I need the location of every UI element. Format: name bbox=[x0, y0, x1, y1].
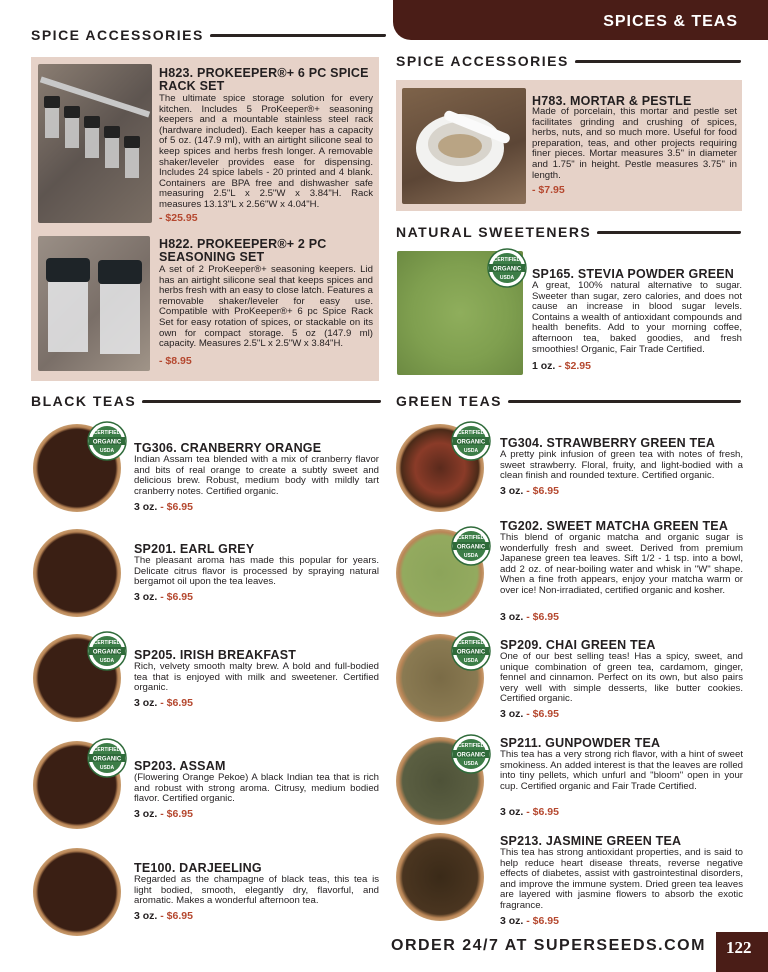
price-value: - $6.95 bbox=[526, 485, 559, 497]
section-header-spice-accessories-right bbox=[396, 53, 741, 69]
certified-organic-seal-icon bbox=[487, 248, 527, 288]
mortar-pestle-illustration bbox=[402, 88, 526, 204]
product-title-tg304: TG304. STRAWBERRY GREEN TEA bbox=[500, 436, 716, 450]
price-value: - $6.95 bbox=[160, 697, 193, 709]
seal-top-text: CERTIFIED bbox=[493, 257, 521, 263]
product-desc-te100: Regarded as the champagne of black teas, this tea is light bodied, smooth, elegantly dry, flavorful, and aromatic. Makes a wonderful afternoon tea. bbox=[134, 874, 379, 907]
seal-mid-text: ORGANIC bbox=[92, 649, 122, 656]
price-value: - $25.95 bbox=[159, 212, 198, 224]
section-header-green-teas bbox=[396, 393, 741, 409]
product-desc-h822: A set of 2 ProKeeper®+ seasoning keepers. Lid has an airtight silicone seal that keeps spices and herbs fresh with an easy to close latch. Features a removable shaker/leveler for easy use. Compatible with ProKeeper®+ 6 pc Spice Rack Set for easy rotation of spices, or stackable on its own for compact storage. 5 oz (147.9 ml) capacity. Measures 2.5"L x 2.5"W x 3.84"H. bbox=[159, 264, 373, 350]
tea-bowl-sp201 bbox=[33, 529, 121, 617]
seal-bot-text: USDA bbox=[499, 275, 515, 281]
tea-bowl-sp213 bbox=[396, 833, 484, 921]
section-divider bbox=[210, 34, 387, 37]
certified-organic-seal-icon bbox=[451, 631, 491, 671]
page-number-box bbox=[716, 932, 768, 972]
price-value: - $7.95 bbox=[532, 184, 565, 196]
size-value: 3 oz. bbox=[134, 591, 158, 603]
section-header-spice-accessories-left bbox=[31, 27, 386, 43]
size-value: 3 oz. bbox=[134, 501, 158, 513]
tea-bowl-te100 bbox=[33, 848, 121, 936]
product-desc-tg304: A pretty pink infusion of green tea with notes of fresh, sweet strawberry. Floral, fruity, and light-bodied with a clean finish and rounded texture. Certified organic. bbox=[500, 449, 743, 482]
size-value: 1 oz. bbox=[532, 360, 556, 372]
seal-top-text: CERTIFIED bbox=[93, 430, 121, 436]
price-value: - $6.95 bbox=[160, 910, 193, 922]
order-footer-text: ORDER 24/7 AT SUPERSEEDS.COM bbox=[391, 937, 706, 954]
seal-bot-text: USDA bbox=[463, 448, 479, 454]
product-title-tg202: TG202. SWEET MATCHA GREEN TEA bbox=[500, 519, 729, 533]
seal-bot-text: USDA bbox=[463, 553, 479, 559]
seal-top-text: CERTIFIED bbox=[457, 640, 485, 646]
price-value: - $6.95 bbox=[160, 501, 193, 513]
section-header-natural-sweeteners bbox=[396, 224, 741, 240]
price-value: - $6.95 bbox=[526, 915, 559, 927]
product-desc-h823: The ultimate spice storage solution for every kitchen. Includes 5 ProKeeper®+ seasoning keepers and a mountable stainless steel rack (hardware included). Each keeper has a capacity of 5 oz. (147.9 ml), with an airtight silicone seal to keep spices and herbs fresh longer. A removable shaker/leveler provides ease for dispensing. Includes 24 spice labels - 20 printed and 4 blank. Containers are BPA free and dishwasher safe measuring 2.5"L x 2.5"W x 3.84"H. Rack measures 13.13"L x 2.56"W x 4.04"H. bbox=[159, 93, 373, 210]
category-tab-label: SPICES & TEAS bbox=[603, 13, 738, 30]
seal-bot-text: USDA bbox=[99, 658, 115, 664]
spice-rack-illustration bbox=[38, 64, 152, 223]
product-price-te100 bbox=[134, 910, 193, 922]
size-value: 3 oz. bbox=[500, 708, 524, 720]
certified-organic-seal-icon bbox=[87, 631, 127, 671]
product-desc-sp203: (Flowering Orange Pekoe) A black Indian tea that is rich and robust with strong aroma. Citrusy, medium bodied flavor. Certified organic. bbox=[134, 772, 379, 805]
price-value: - $8.95 bbox=[159, 355, 192, 367]
seal-mid-text: ORGANIC bbox=[492, 266, 522, 273]
product-title-sp165: SP165. STEVIA POWDER GREEN bbox=[532, 267, 735, 281]
certified-organic-seal-icon bbox=[87, 738, 127, 778]
category-tab bbox=[393, 0, 768, 40]
certified-organic-seal-icon bbox=[451, 421, 491, 461]
product-price-tg304 bbox=[500, 485, 559, 497]
section-divider bbox=[575, 60, 742, 63]
product-title-h822: H822. PROKEEPER®+ 2 PC SEASONING SET bbox=[159, 237, 327, 264]
product-title-h783: H783. MORTAR & PESTLE bbox=[532, 94, 692, 108]
product-price-sp209 bbox=[500, 708, 559, 720]
product-desc-sp165: A great, 100% natural alternative to sugar. Sweeter than sugar, zero calories, and does not cause an increase in blood sugar levels. Contains a wealth of antioxidant compounds and health benefits. Add to your morning coffee, afternoon tea, baked goodies, and fresh smoothies! Organic, Fair Trade Certified. bbox=[532, 280, 742, 355]
size-value: 3 oz. bbox=[134, 808, 158, 820]
product-desc-sp209: One of our best selling teas! Has a spicy, sweet, and unique combination of green tea, cardamom, ginger, fennel and cinnamon. Perfect on its own, but also pairs very well with simple desserts, like butter cookies. Certified organic. bbox=[500, 651, 743, 705]
product-desc-sp211: This tea has a very strong rich flavor, with a hint of sweet smokiness. An added interest is that the leaves are rolled into tiny pellets, which unfurl and "bloom" open in your cup. Certified organic and Fair Trade Certified. bbox=[500, 749, 743, 792]
seasoning-set-illustration bbox=[38, 236, 150, 371]
product-price-sp165 bbox=[532, 360, 591, 372]
product-price-tg202 bbox=[500, 611, 559, 623]
certified-organic-seal-icon bbox=[451, 734, 491, 774]
size-value: 3 oz. bbox=[500, 915, 524, 927]
seasoning-set-image bbox=[38, 236, 150, 371]
section-title: GREEN TEAS bbox=[396, 393, 503, 409]
product-price-sp211 bbox=[500, 806, 559, 818]
product-title-sp203: SP203. ASSAM bbox=[134, 759, 226, 773]
section-title: SPICE ACCESSORIES bbox=[396, 53, 569, 69]
section-header-black-teas bbox=[31, 393, 381, 409]
seal-bot-text: USDA bbox=[99, 765, 115, 771]
product-price-sp205 bbox=[134, 697, 193, 709]
product-desc-sp213: This tea has strong antioxidant properties, and is said to help reduce heart disease threats, reverse negative effects of diabetes, assist with gastrointestinal disorders, and improve the immune system. Dried green tea leaves are layered with jasmine flowers to absorb the exotic fragrance. bbox=[500, 847, 743, 911]
product-desc-h783: Made of porcelain, this mortar and pestle set facilitates grinding and crushing of spices, herbs, nuts, and so much more. Useful for food preparation, teas, and other projects requiring finer pieces. Mortar measures 3.5" in diameter and 1.75" in height. Pestle measures 3.75" in length. bbox=[532, 106, 737, 181]
certified-organic-seal-icon bbox=[451, 526, 491, 566]
price-value: - $6.95 bbox=[526, 611, 559, 623]
seal-mid-text: ORGANIC bbox=[92, 756, 122, 763]
seal-mid-text: ORGANIC bbox=[456, 544, 486, 551]
size-value: 3 oz. bbox=[500, 611, 524, 623]
product-title-te100: TE100. DARJEELING bbox=[134, 861, 262, 875]
seal-mid-text: ORGANIC bbox=[456, 752, 486, 759]
price-value: - $6.95 bbox=[526, 806, 559, 818]
size-value: 3 oz. bbox=[500, 485, 524, 497]
seal-bot-text: USDA bbox=[463, 761, 479, 767]
seal-top-text: CERTIFIED bbox=[93, 640, 121, 646]
seal-top-text: CERTIFIED bbox=[457, 535, 485, 541]
product-title-sp209: SP209. CHAI GREEN TEA bbox=[500, 638, 656, 652]
seal-bot-text: USDA bbox=[463, 658, 479, 664]
price-value: - $6.95 bbox=[160, 591, 193, 603]
seal-bot-text: USDA bbox=[99, 448, 115, 454]
seal-mid-text: ORGANIC bbox=[456, 649, 486, 656]
seal-mid-text: ORGANIC bbox=[92, 439, 122, 446]
product-price-sp201 bbox=[134, 591, 193, 603]
product-desc-tg202: This blend of organic matcha and organic sugar is wonderfully fresh and sweet. Derived from premium Japanese green tea leaves. Sift 1/2 - 1 tsp. into a bowl, add 2 oz. of near-boiling water and whisk in "W" shape. When a fine froth appears, enjoy your matcha warm or over ice! Non-irradiated, certified organic and kosher. bbox=[500, 532, 743, 596]
product-title-h823: H823. PROKEEPER®+ 6 PC SPICE RACK SET bbox=[159, 66, 369, 93]
product-price-h823 bbox=[159, 212, 198, 224]
product-desc-sp201: The pleasant aroma has made this popular for years. Delicate citrus flavor is processed by spraying natural bergamot oil upon the tea leaves. bbox=[134, 555, 379, 588]
product-price-sp203 bbox=[134, 808, 193, 820]
size-value: 3 oz. bbox=[500, 806, 524, 818]
product-price-tg306 bbox=[134, 501, 193, 513]
seal-mid-text: ORGANIC bbox=[456, 439, 486, 446]
spice-rack-image bbox=[38, 64, 152, 223]
product-title-sp211: SP211. GUNPOWDER TEA bbox=[500, 736, 661, 750]
size-value: 3 oz. bbox=[134, 910, 158, 922]
product-price-h783 bbox=[532, 184, 565, 196]
certified-organic-seal-icon bbox=[87, 421, 127, 461]
price-value: - $6.95 bbox=[526, 708, 559, 720]
section-divider bbox=[597, 231, 741, 234]
product-title-sp213: SP213. JASMINE GREEN TEA bbox=[500, 834, 682, 848]
page-number: 122 bbox=[726, 938, 752, 957]
section-title: SPICE ACCESSORIES bbox=[31, 27, 204, 43]
section-title: NATURAL SWEETENERS bbox=[396, 224, 592, 240]
section-title: BLACK TEAS bbox=[31, 393, 137, 409]
seal-top-text: CERTIFIED bbox=[457, 743, 485, 749]
product-title-tg306: TG306. CRANBERRY ORANGE bbox=[134, 441, 322, 455]
mortar-pestle-image bbox=[402, 88, 526, 204]
product-price-h822 bbox=[159, 355, 192, 367]
product-title-sp201: SP201. EARL GREY bbox=[134, 542, 255, 556]
section-divider bbox=[508, 400, 741, 403]
product-desc-sp205: Rich, velvety smooth malty brew. A bold and full-bodied tea that is enjoyed with milk and sweetener. Certified organic. bbox=[134, 661, 379, 694]
seal-top-text: CERTIFIED bbox=[93, 747, 121, 753]
price-value: - $2.95 bbox=[558, 360, 591, 372]
price-value: - $6.95 bbox=[160, 808, 193, 820]
section-divider bbox=[142, 400, 381, 403]
product-title-sp205: SP205. IRISH BREAKFAST bbox=[134, 648, 297, 662]
size-value: 3 oz. bbox=[134, 697, 158, 709]
product-desc-tg306: Indian Assam tea blended with a mix of cranberry flavor and bits of real orange to create a subtly sweet and delicious brew. Robust, medium body with mildly tart cranberry notes. Certified organic. bbox=[134, 454, 379, 497]
product-price-sp213 bbox=[500, 915, 559, 927]
seal-top-text: CERTIFIED bbox=[457, 430, 485, 436]
